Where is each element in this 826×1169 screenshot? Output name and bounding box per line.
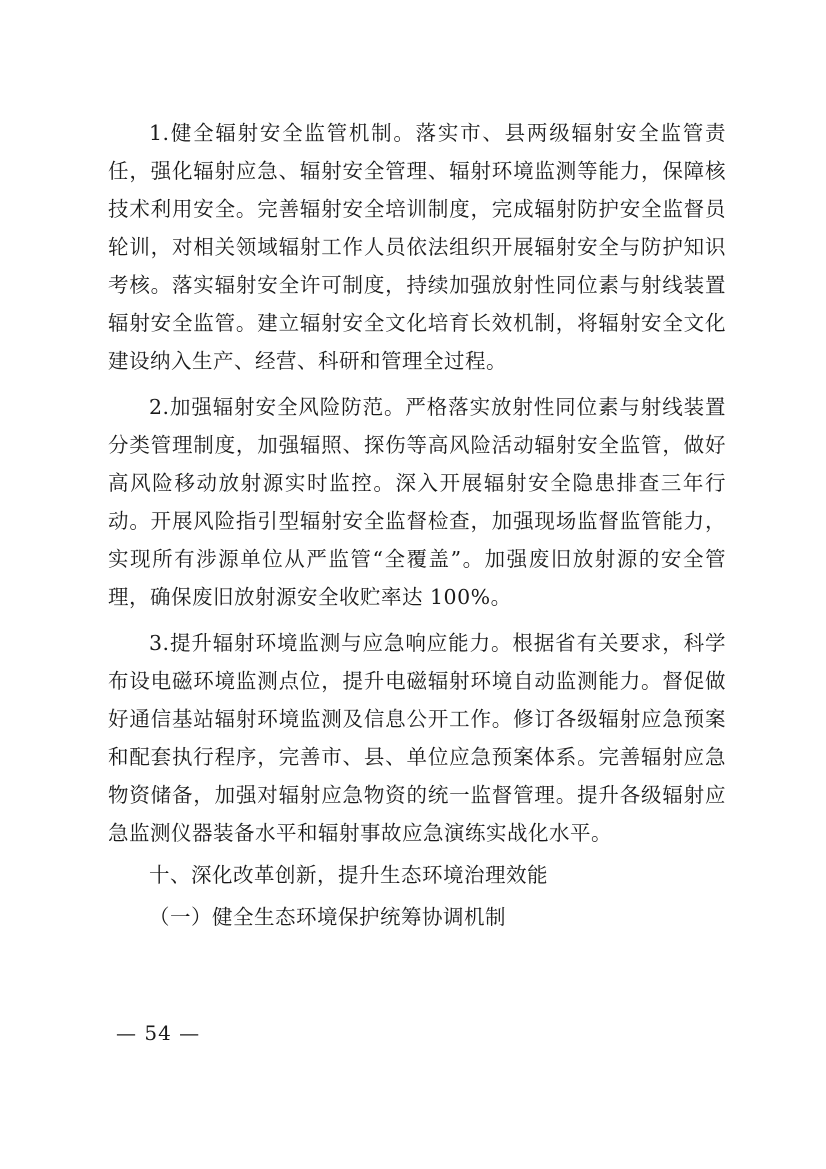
- paragraph-spacer: [108, 380, 726, 388]
- paragraph-radiation-risk-prevention: 2.加强辐射安全风险防范。严格落实放射性同位素与射线装置分类管理制度，加强辐照、探伤等高风险活动辐射安全监管，做好高风险移动放射源实时监控。深入开展辐射安全隐患排查三年行动。开展风险指引型辐射安全监督检查，加强现场监督监管能力，实现所有涉源单位从严监管“全覆盖”。加强废旧放射源的安全管理，确保废旧放射源安全收贮率达 100%。: [108, 395, 726, 609]
- section-heading: 十、深化改革创新，提升生态环境治理效能: [149, 863, 548, 887]
- paragraph-spacer: [108, 616, 726, 624]
- paragraph-radiation-monitoring-emergency: 3.提升辐射环境监测与应急响应能力。根据省有关要求，科学布设电磁环境监测点位，提升电磁辐射环境自动监测能力。督促做好通信基站辐射环境监测及信息公开工作。修订各级辐射应急预案和配套执行程序，完善市、县、单位应急预案体系。完善辐射应急物资储备，加强对辐射应急物资的统一监督管理。提升各级辐射应急监测仪器装备水平和辐射事故应急演练实战化水平。: [108, 631, 726, 845]
- subsection-heading: （一）健全生态环境保护统筹协调机制: [149, 905, 506, 929]
- document-body: [108, 114, 726, 936]
- page-number: — 54 —: [116, 1021, 201, 1045]
- paragraph-radiation-supervision-mechanism: 1.健全辐射安全监管机制。落实市、县两级辐射安全监管责任，强化辐射应急、辐射安全管理、辐射环境监测等能力，保障核技术利用安全。完善辐射安全培训制度，完成辐射防护安全监督员轮训，对相关领域辐射工作人员依法组织开展辐射安全与防护知识考核。落实辐射安全许可制度，持续加强放射性同位素与射线装置辐射安全监管。建立辐射安全文化培育长效机制，将辐射安全文化建设纳入生产、经营、科研和管理全过程。: [108, 121, 726, 373]
